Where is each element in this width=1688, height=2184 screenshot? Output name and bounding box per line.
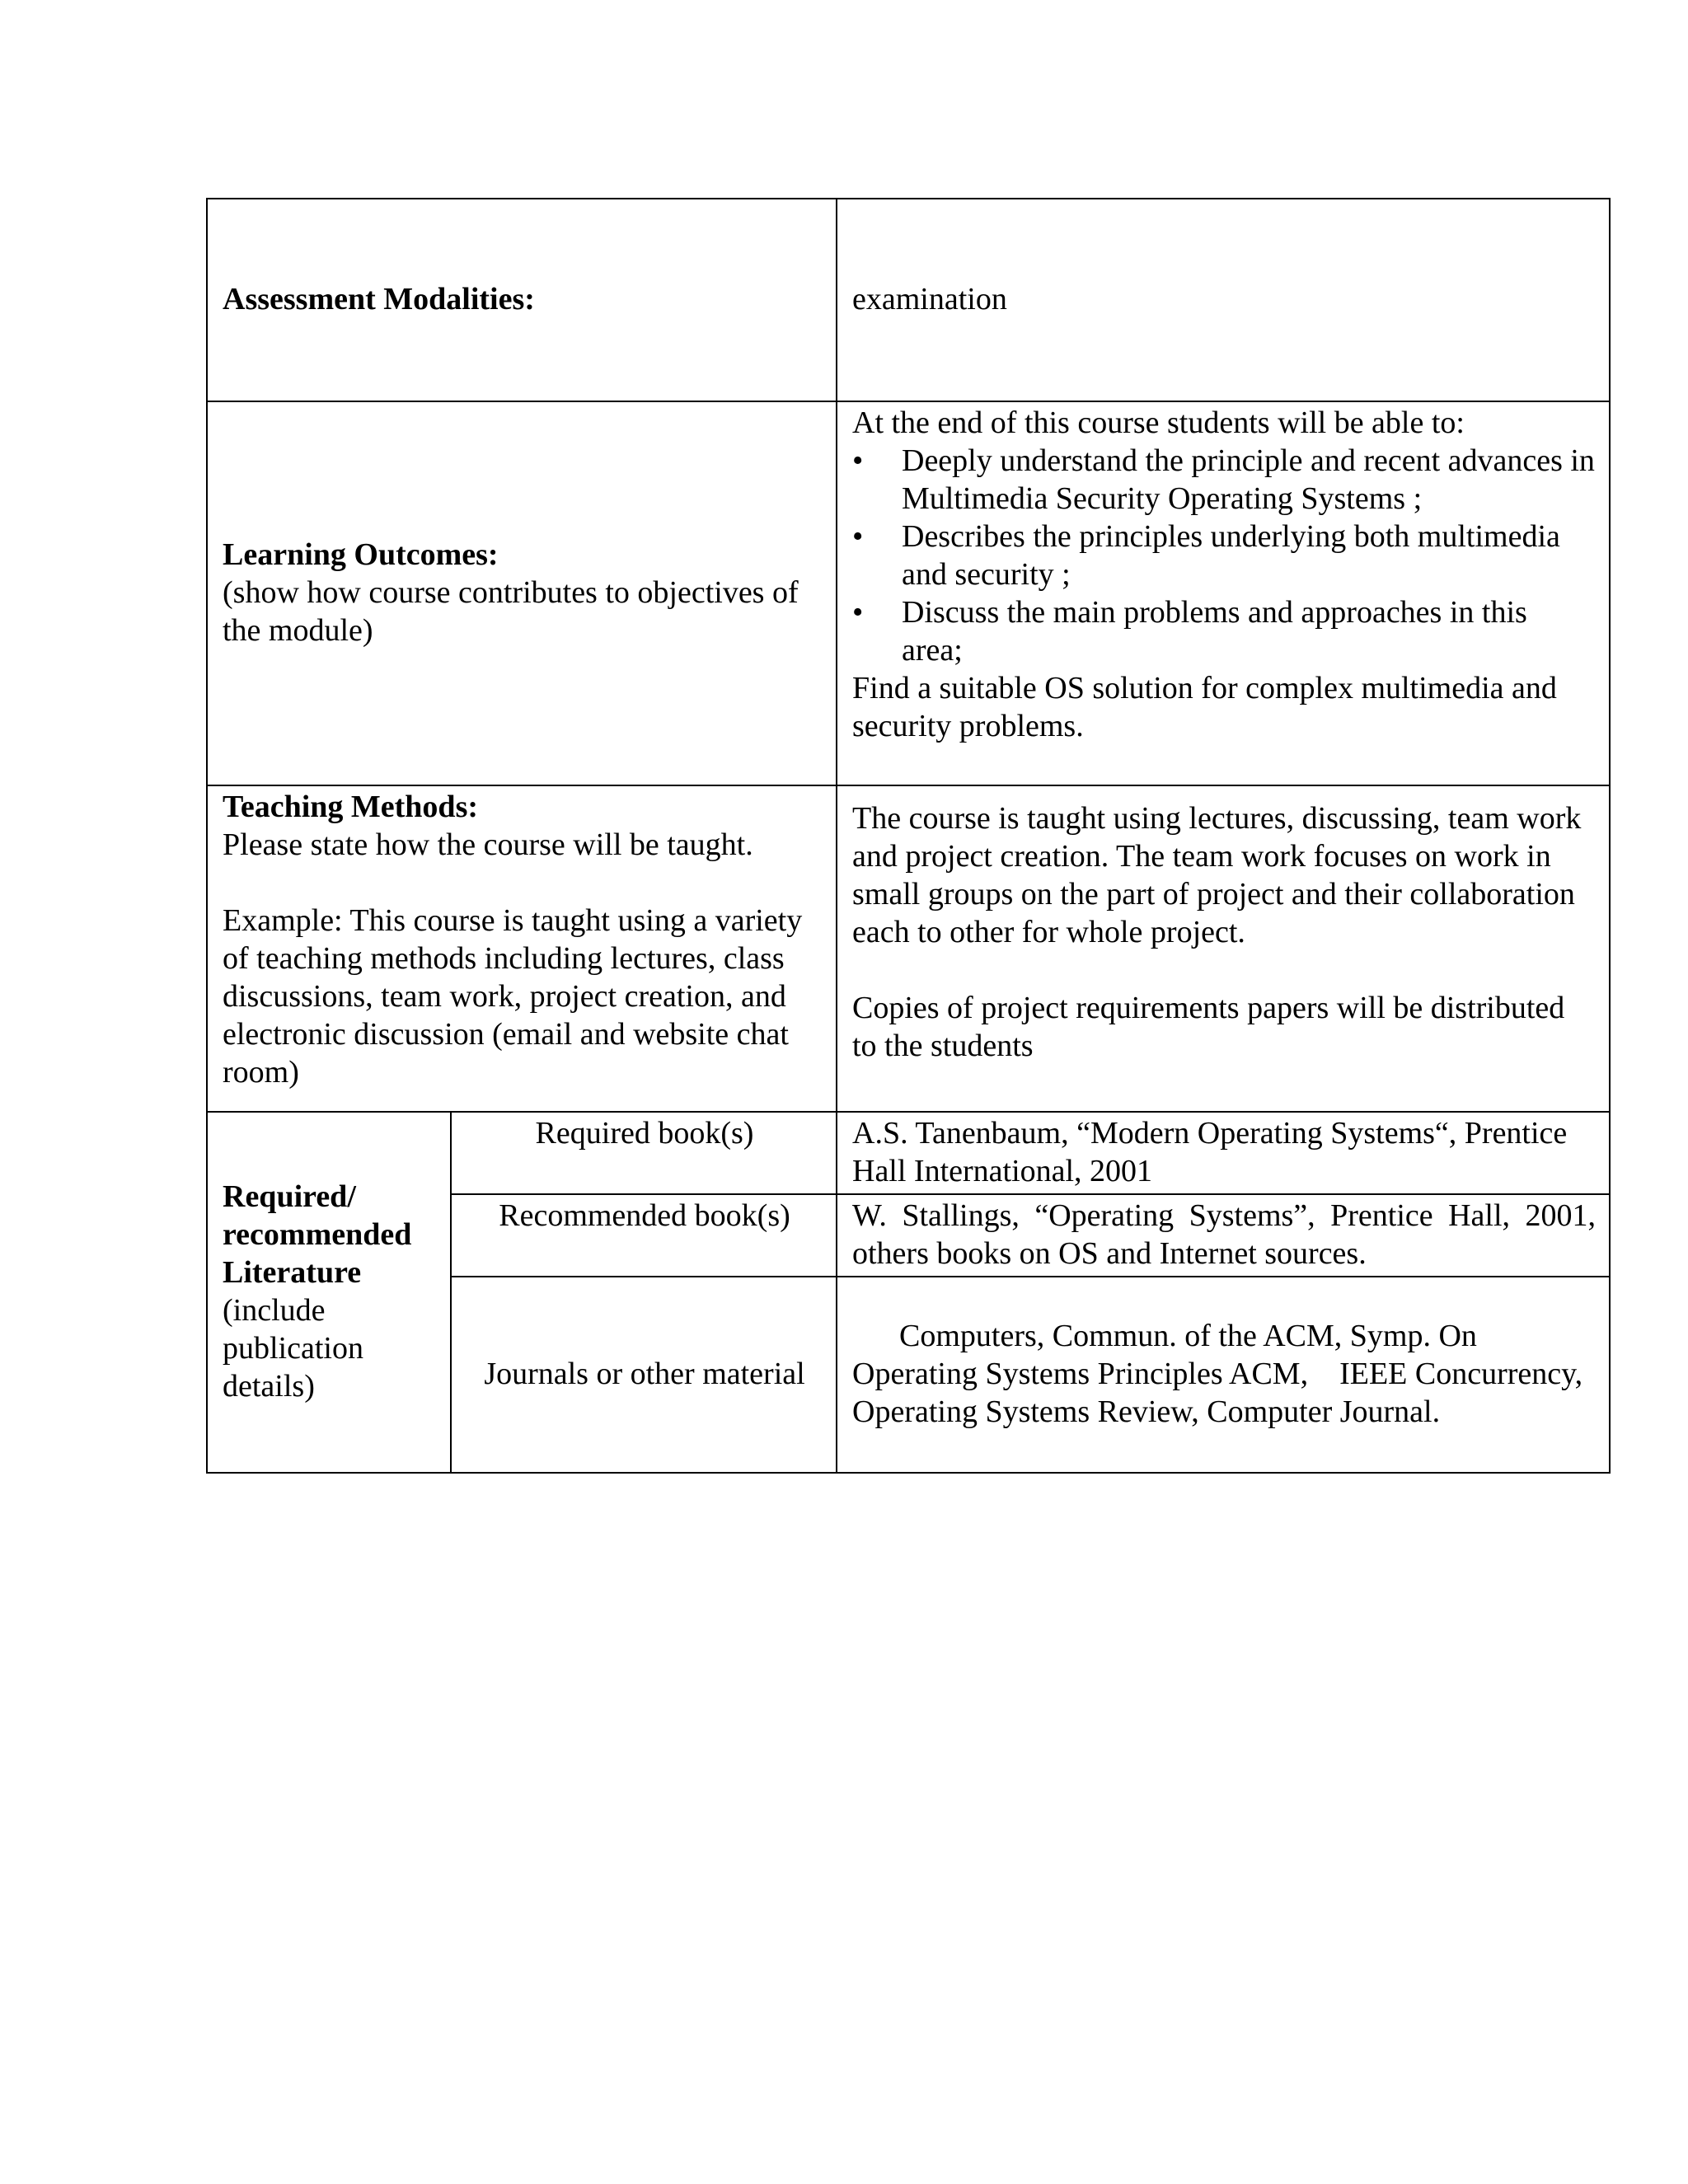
assessment-label: Assessment Modalities: [223, 282, 535, 316]
learning-outcomes-label-cell [207, 401, 837, 785]
assessment-value: examination [852, 282, 1007, 316]
literature-label: Required/ recommended Literature [223, 1179, 412, 1290]
literature-type-label: Recommended book(s) [499, 1198, 790, 1233]
learning-outcomes-intro: At the end of this course students will be able to: [852, 405, 1465, 440]
literature-type-required [451, 1112, 837, 1194]
learning-outcomes-content-cell [837, 401, 1610, 785]
teaching-methods-label: Teaching Methods: [223, 790, 479, 824]
literature-type-journals [451, 1277, 837, 1473]
literature-value-required [837, 1112, 1610, 1194]
literature-row-required [207, 1112, 1610, 1194]
literature-type-recommended [451, 1194, 837, 1277]
teaching-methods-row [207, 785, 1610, 1112]
literature-value-journals [837, 1277, 1610, 1473]
literature-value: W. Stallings, “Operating Systems”, Prentice Hall, 2001, others books on OS and Internet sources. [852, 1198, 1596, 1271]
assessment-value-cell [837, 199, 1610, 401]
learning-outcomes-row [207, 401, 1610, 785]
teaching-methods-content-cell [837, 785, 1610, 1112]
list-item: • Deeply understand the principle and recent advances in Multimedia Security Operating Systems ; [852, 442, 1596, 518]
list-item: • Describes the principles underlying both multimedia and security ; [852, 518, 1596, 593]
teaching-methods-example: Example: This course is taught using a variety of teaching methods including lectures, class discussions, team work, project creation, and electronic discussion (email and website chat room) [223, 903, 803, 1090]
literature-note: (include publication details) [223, 1293, 363, 1404]
assessment-row [207, 199, 1610, 401]
literature-type-label: Journals or other material [484, 1357, 805, 1391]
teaching-methods-description: The course is taught using lectures, discussing, team work and project creation. The team work focuses on work in small groups on the part of project and their collaboration each to other for whole project. [852, 801, 1582, 949]
learning-outcomes-closing: Find a suitable OS solution for complex multimedia and security problems. [852, 671, 1557, 743]
learning-outcomes-label: Learning Outcomes: [223, 537, 499, 572]
list-item: • Discuss the main problems and approaches in this area; [852, 593, 1596, 669]
literature-value-recommended [837, 1194, 1610, 1277]
assessment-label-cell [207, 199, 837, 401]
learning-outcomes-note: (show how course contributes to objectives of the module) [223, 575, 799, 648]
teaching-methods-instruction: Please state how the course will be taught. [223, 827, 753, 862]
literature-value: Computers, Commun. of the ACM, Symp. On Operating Systems Principles ACM, IEEE Concurrency, Operating Systems Review, Computer Journal. [852, 1319, 1591, 1429]
learning-outcomes-list [852, 442, 1596, 669]
literature-type-label: Required book(s) [535, 1116, 754, 1151]
teaching-methods-copies: Copies of project requirements papers will be distributed to the students [852, 991, 1565, 1063]
literature-value: A.S. Tanenbaum, “Modern Operating Systems“, Prentice Hall International, 2001 [852, 1116, 1568, 1188]
literature-label-cell [207, 1112, 451, 1473]
course-description-table [206, 198, 1611, 1474]
teaching-methods-label-cell [207, 785, 837, 1112]
